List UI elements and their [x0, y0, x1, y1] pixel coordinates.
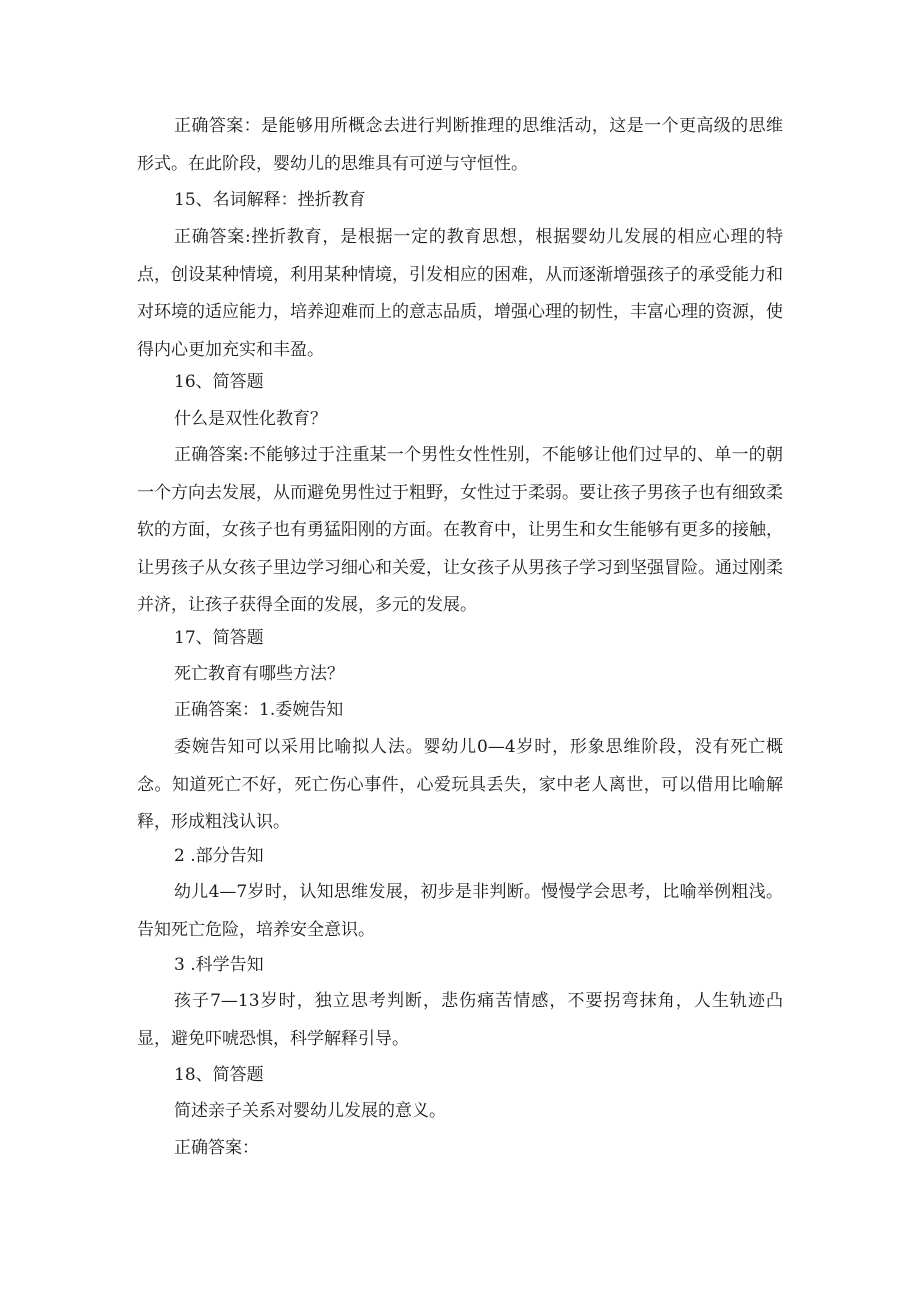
question-text-16: 什么是双性化教育？ — [174, 409, 327, 429]
answer-item-2-body: 幼儿4—7岁时，认知思维发展，初步是非判断。慢慢学会思考，比喻举例粗浅。告知死亡危险，培养安全意识。 — [137, 882, 783, 940]
answer-item-2-title: 2 .部分告知 — [174, 846, 264, 866]
answer-paragraph-16: 正确答案:不能够过于注重某一个男性女性性别，不能够让他们过早的、单一的朝一个方向去发展，从而避免男性过于粗野，女性过于柔弱。要让孩子男孩子也有细致柔软的方面，女孩子也有勇猛阳刚的方面。在教育中，让男生和女生能够有更多的接触，让男孩子从女孩子里边学习细心和关爱，让女孩子从男孩子学习到坚强冒险。通过刚柔并济，让孩子获得全面的发展，多元的发展。 — [137, 445, 783, 615]
answer-paragraph-14: 正确答案：是能够用所概念去进行判断推理的思维活动，这是一个更高级的思维形式。在此阶段，婴幼儿的思维具有可逆与守恒性。 — [137, 116, 783, 174]
answer-item-1-title: 正确答案：1.委婉告知 — [174, 700, 344, 720]
question-text-17: 死亡教育有哪些方法？ — [174, 664, 344, 684]
answer-item-3-title: 3 .科学告知 — [174, 955, 264, 975]
question-heading-16: 16、简答题 — [174, 372, 264, 392]
question-heading-18: 18、简答题 — [174, 1065, 264, 1085]
answer-label-18: 正确答案： — [174, 1138, 259, 1158]
answer-paragraph-15: 正确答案:挫折教育，是根据一定的教育思想，根据婴幼儿发展的相应心理的特点，创设某种情境，利用某种情境，引发相应的困难，从而逐渐增强孩子的承受能力和对环境的适应能力，培养迎难而上的意志品质，增强心理的韧性，丰富心理的资源，使得内心更加充实和丰盈。 — [137, 227, 783, 360]
answer-item-1-body: 委婉告知可以采用比喻拟人法。婴幼儿0—4岁时，形象思维阶段，没有死亡概念。知道死亡不好，死亡伤心事件，心爱玩具丢失，家中老人离世，可以借用比喻解释，形成粗浅认识。 — [137, 737, 783, 832]
question-text-18: 简述亲子关系对婴幼儿发展的意义。 — [174, 1101, 446, 1121]
answer-item-3-body: 孩子7—13岁时，独立思考判断，悲伤痛苦情感，不要拐弯抹角，人生轨迹凸显，避免吓唬恐惧，科学解释引导。 — [137, 991, 783, 1049]
question-heading-15: 15、名词解释：挫折教育 — [174, 190, 366, 210]
question-heading-17: 17、简答题 — [174, 628, 264, 648]
